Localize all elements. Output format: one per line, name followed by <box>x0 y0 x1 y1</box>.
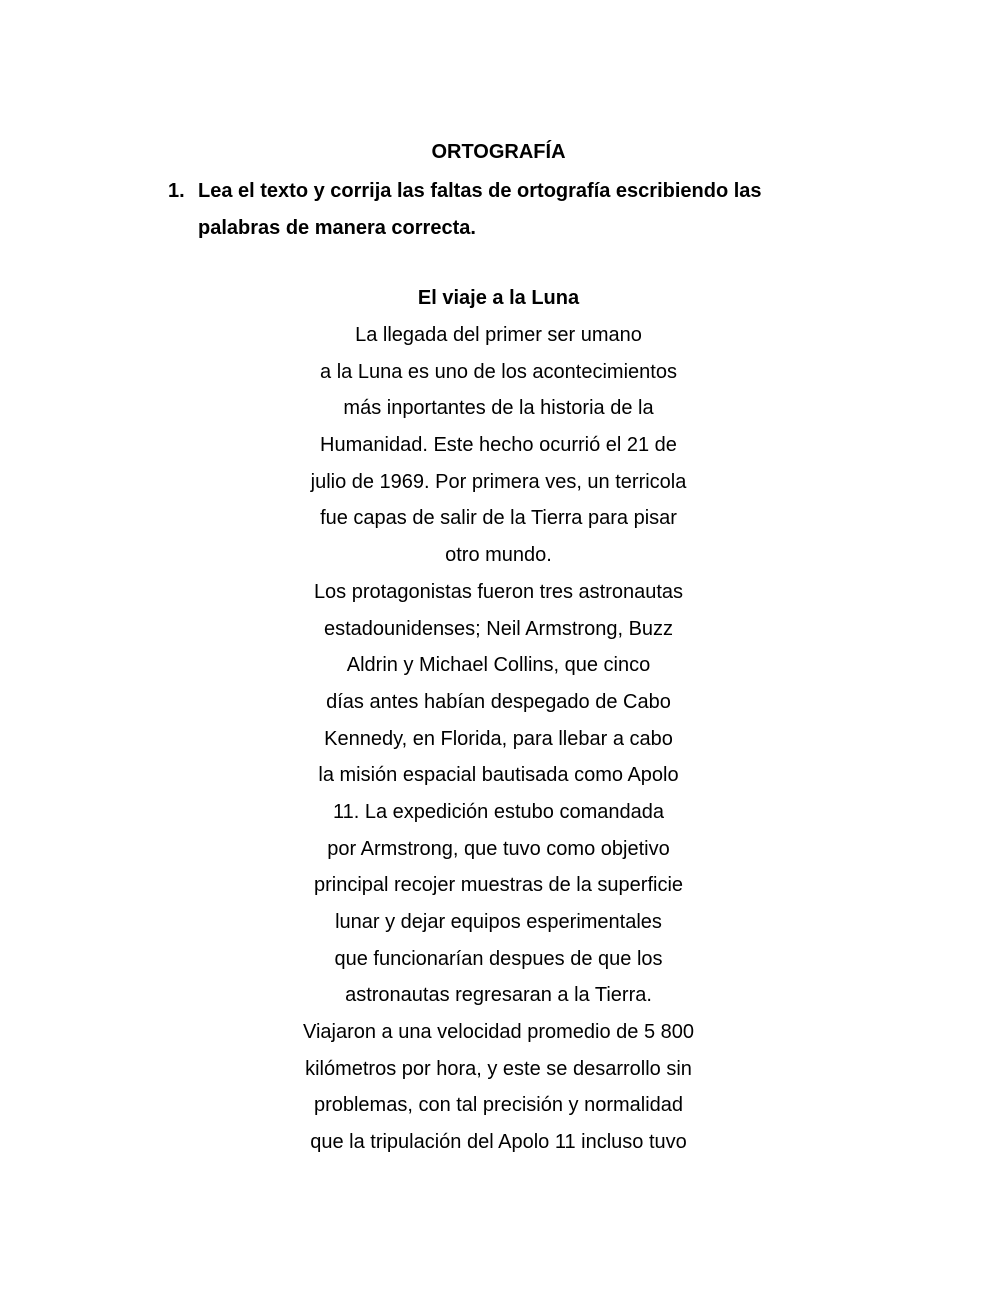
story-line: por Armstrong, que tuvo como objetivo <box>327 837 670 860</box>
story-line: otro mundo. <box>445 544 552 567</box>
story-line: kilómetros por hora, y este se desarrollo sin <box>305 1057 692 1080</box>
story-line: más inportantes de la historia de la <box>343 397 654 420</box>
story-line: la misión espacial bautisada como Apolo <box>318 764 679 787</box>
story-line: a la Luna es uno de los acontecimientos <box>320 360 677 383</box>
story-line: principal recojer muestras de la superficie <box>313 874 684 897</box>
story-line: astronautas regresaran a la Tierra. <box>345 984 652 1007</box>
story-line: Kennedy, en Florida, para llebar a cabo <box>324 727 673 750</box>
story-line: julio de 1969. Por primera ves, un terricola <box>310 470 687 493</box>
story-text <box>0 317 997 1161</box>
story-line: lunar y dejar equipos esperimentales <box>335 911 662 933</box>
story-line: problemas, con tal precisión y normalidad <box>313 1094 684 1117</box>
story-line: que la tripulación del Apolo 11 incluso tuvo <box>310 1131 687 1154</box>
story-title: El viaje a la Luna <box>417 287 580 309</box>
story-line: fue capas de salir de la Tierra para pisar <box>320 507 677 530</box>
instruction-text: Lea el texto y corrija las faltas de ortografía escribiendo las palabras de manera correcta. <box>198 180 762 239</box>
story-line: días antes habían despegado de Cabo <box>326 690 671 713</box>
story-line: Viajaron a una velocidad promedio de 5 800 <box>302 1021 695 1044</box>
instruction-item <box>168 173 818 247</box>
instruction-number: 1. <box>168 180 185 202</box>
story-line: La llegada del primer ser umano <box>355 324 642 346</box>
story-line: Los protagonistas fueron tres astronautas <box>313 580 684 603</box>
story-line: que funcionarían despues de que los <box>334 947 663 970</box>
story-line: Aldrin y Michael Collins, que cinco <box>346 654 651 677</box>
page-heading: ORTOGRAFÍA <box>431 141 566 163</box>
story-line: estadounidenses; Neil Armstrong, Buzz <box>323 617 674 640</box>
story-line: Humanidad. Este hecho ocurrió el 21 de <box>320 434 677 457</box>
story-line: 11. La expedición estubo comandada <box>333 800 664 823</box>
